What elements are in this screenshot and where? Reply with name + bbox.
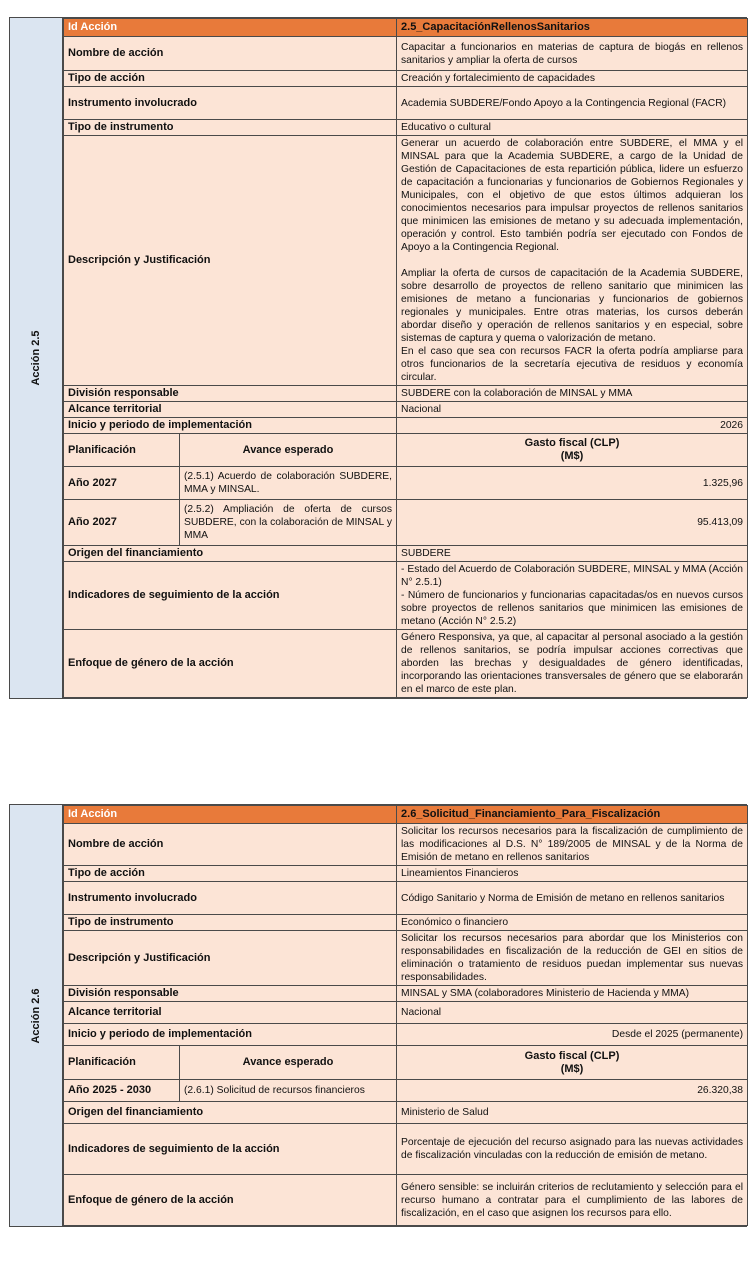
tipo-instrumento-value: Económico o financiero — [397, 915, 748, 931]
origen-label: Origen del financiamiento — [64, 546, 397, 562]
tipo-instrumento-row — [64, 120, 748, 136]
descripcion-paragraph: Generar un acuerdo de colaboración entre SUBDERE, el MMA y el MINSAL para que la Academia SUBDERE, a cargo de la Unidad de Gestión de Capacitaciones de esta repartición pública, lidere un esfuerzo de capacitación a funcionarias y funcionarios de Gobiernos Regionales y Municipales, con el objetivo de que estos últimos adquieran los conocimientos necesarios para impulsar proyectos de rellenos sanitarios que minimicen las emisiones de metano y su adecuada implementación, operación y control. Esto también podría ser ejecutado con Fondos de Apoyo a la Contingencia Regional. — [401, 138, 744, 253]
descripcion-label: Descripción y Justificación — [64, 931, 397, 986]
id-label: Id Acción — [64, 806, 397, 824]
descripcion-value: Solicitar los recursos necesarios para abordar que los Ministerios con responsabilidades en fiscalización de la reducción de GEI en sitios de eliminación o tratamiento de residuos puedan implementar sus nuevas responsabilidades. — [397, 931, 748, 986]
nombre-row — [64, 824, 748, 866]
avance-label: Avance esperado — [180, 1046, 397, 1080]
instrumento-label: Instrumento involucrado — [64, 882, 397, 915]
gasto-header — [397, 434, 748, 467]
division-value: SUBDERE con la colaboración de MINSAL y MMA — [397, 386, 748, 402]
origen-row — [64, 1102, 748, 1124]
gasto-header — [397, 1046, 748, 1080]
plan-label: Planificación — [64, 1046, 180, 1080]
gasto-label: Gasto fiscal (CLP) — [524, 437, 620, 449]
tipo-accion-row — [64, 866, 748, 882]
descripcion-value — [397, 136, 748, 386]
instrumento-value: Academia SUBDERE/Fondo Apoyo a la Contingencia Regional (FACR) — [397, 87, 748, 120]
tipo-accion-label: Tipo de acción — [64, 866, 397, 882]
plan-avance: (2.6.1) Solicitud de recursos financieros — [180, 1080, 397, 1102]
division-label: División responsable — [64, 986, 397, 1002]
descripcion-label: Descripción y Justificación — [64, 136, 397, 386]
action-block-2-6 — [9, 804, 747, 1227]
indicador-item: - Número de funcionarios y funcionarias capacitadas/os en nuevos cursos sobre proyectos de rellenos sanitarios que minimicen las emisiones de metano (Acción N° 2.5.2) — [401, 590, 744, 627]
plan-header-row — [64, 1046, 748, 1080]
action-block-2-5 — [9, 17, 747, 699]
plan-row — [64, 500, 748, 546]
division-row — [64, 386, 748, 402]
instrumento-label: Instrumento involucrado — [64, 87, 397, 120]
instrumento-row — [64, 882, 748, 915]
id-value: 2.5_CapacitaciónRellenosSanitarios — [397, 19, 748, 37]
indicadores-row — [64, 562, 748, 630]
gasto-label: Gasto fiscal (CLP) — [524, 1049, 620, 1062]
alcance-value: Nacional — [397, 1002, 748, 1024]
id-row — [64, 19, 748, 37]
avance-label: Avance esperado — [180, 434, 397, 467]
division-label: División responsable — [64, 386, 397, 402]
action-side-label: Acción 2.6 — [30, 987, 42, 1044]
alcance-row — [64, 1002, 748, 1024]
nombre-value: Capacitar a funcionarios en materias de captura de biogás en rellenos sanitarios y ampliar la oferta de cursos — [397, 37, 748, 71]
descripcion-paragraph: En el caso que sea con recursos FACR la oferta podría ampliarse para otros funcionarios de la secretaría ejecutiva de residuos y economía circular. — [401, 346, 744, 383]
gasto-unit: (M$) — [560, 1062, 584, 1075]
alcance-row — [64, 402, 748, 418]
plan-row — [64, 467, 748, 500]
plan-row — [64, 1080, 748, 1102]
tipo-accion-label: Tipo de acción — [64, 71, 397, 87]
alcance-label: Alcance territorial — [64, 402, 397, 418]
indicadores-label: Indicadores de seguimiento de la acción — [64, 562, 397, 630]
tipo-instrumento-label: Tipo de instrumento — [64, 915, 397, 931]
alcance-label: Alcance territorial — [64, 1002, 397, 1024]
descripcion-row — [64, 931, 748, 986]
action-table — [63, 18, 748, 698]
id-row — [64, 806, 748, 824]
nombre-label: Nombre de acción — [64, 37, 397, 71]
plan-year: Año 2025 - 2030 — [64, 1080, 180, 1102]
action-side-label-cell — [10, 18, 63, 698]
plan-avance: (2.5.1) Acuerdo de colaboración SUBDERE, MMA y MINSAL. — [180, 467, 397, 500]
genero-label: Enfoque de género de la acción — [64, 630, 397, 698]
indicador-item: - Estado del Acuerdo de Colaboración SUBDERE, MINSAL y MMA (Acción N° 2.5.1) — [401, 564, 744, 588]
indicadores-value: Porcentaje de ejecución del recurso asignado para las nuevas actividades de fiscalización vinculadas con la reducción de emisión de metano. — [397, 1124, 748, 1175]
genero-value: Género Responsiva, ya que, al capacitar al personal asociado a la gestión de rellenos sanitarios, se podría impulsar acciones correctivas que aborden las brechas y desigualdades de género identificadas, incorporando las orientaciones transversales de género que se elaborarán en el marco de este plan. — [397, 630, 748, 698]
plan-header-row — [64, 434, 748, 467]
division-value: MINSAL y SMA (colaboradores Ministerio de Hacienda y MMA) — [397, 986, 748, 1002]
tipo-accion-value: Lineamientos Financieros — [397, 866, 748, 882]
inicio-row — [64, 418, 748, 434]
origen-label: Origen del financiamiento — [64, 1102, 397, 1124]
genero-row — [64, 1175, 748, 1226]
tipo-instrumento-row — [64, 915, 748, 931]
action-table — [63, 805, 748, 1226]
descripcion-paragraph: Ampliar la oferta de cursos de capacitación de la Academia SUBDERE, sobre desarrollo de proyectos de relleno sanitario que minimicen las emisiones de metano a funcionarias y funcionarios de gobiernos regionales y municipales. Entre otras materias, los cursos deberán abordar diseño y operación de rellenos sanitarios y en especial, sobre sistemas de captura y quema o valorización de metano. — [401, 268, 744, 344]
tipo-accion-value: Creación y fortalecimiento de capacidades — [397, 71, 748, 87]
inicio-label: Inicio y periodo de implementación — [64, 418, 397, 434]
inicio-value: 2026 — [397, 418, 748, 434]
plan-label: Planificación — [64, 434, 180, 467]
nombre-value: Solicitar los recursos necesarios para la fiscalización de cumplimiento de las modificaciones al D.S. N° 189/2005 de MINSAL y de la Norma de Emisión de metano en rellenos sanitarios — [397, 824, 748, 866]
plan-year: Año 2027 — [64, 467, 180, 500]
division-row — [64, 986, 748, 1002]
plan-gasto: 26.320,38 — [397, 1080, 748, 1102]
inicio-row — [64, 1024, 748, 1046]
indicadores-row — [64, 1124, 748, 1175]
genero-value: Género sensible: se incluirán criterios de reclutamiento y selección para el recurso humano a contratar para el cumplimiento de las labores de fiscalización, en el caso que asignen los recursos para ello. — [397, 1175, 748, 1226]
genero-row — [64, 630, 748, 698]
alcance-value: Nacional — [397, 402, 748, 418]
plan-gasto: 1.325,96 — [397, 467, 748, 500]
instrumento-value: Código Sanitario y Norma de Emisión de metano en rellenos sanitarios — [397, 882, 748, 915]
descripcion-row — [64, 136, 748, 386]
genero-label: Enfoque de género de la acción — [64, 1175, 397, 1226]
instrumento-row — [64, 87, 748, 120]
plan-year: Año 2027 — [64, 500, 180, 546]
id-label: Id Acción — [64, 19, 397, 37]
plan-gasto: 95.413,09 — [397, 500, 748, 546]
action-side-label: Acción 2.5 — [30, 330, 42, 386]
plan-avance: (2.5.2) Ampliación de oferta de cursos SUBDERE, con la colaboración de MINSAL y MMA — [180, 500, 397, 546]
indicadores-label: Indicadores de seguimiento de la acción — [64, 1124, 397, 1175]
inicio-label: Inicio y periodo de implementación — [64, 1024, 397, 1046]
gasto-unit: (M$) — [560, 450, 584, 462]
tipo-accion-row — [64, 71, 748, 87]
id-value: 2.6_Solicitud_Financiamiento_Para_Fiscalización — [397, 806, 748, 824]
nombre-label: Nombre de acción — [64, 824, 397, 866]
tipo-instrumento-value: Educativo o cultural — [397, 120, 748, 136]
indicadores-value — [397, 562, 748, 630]
origen-value: SUBDERE — [397, 546, 748, 562]
nombre-row — [64, 37, 748, 71]
origen-value: Ministerio de Salud — [397, 1102, 748, 1124]
action-side-label-cell — [10, 805, 63, 1226]
inicio-value: Desde el 2025 (permanente) — [397, 1024, 748, 1046]
tipo-instrumento-label: Tipo de instrumento — [64, 120, 397, 136]
origen-row — [64, 546, 748, 562]
